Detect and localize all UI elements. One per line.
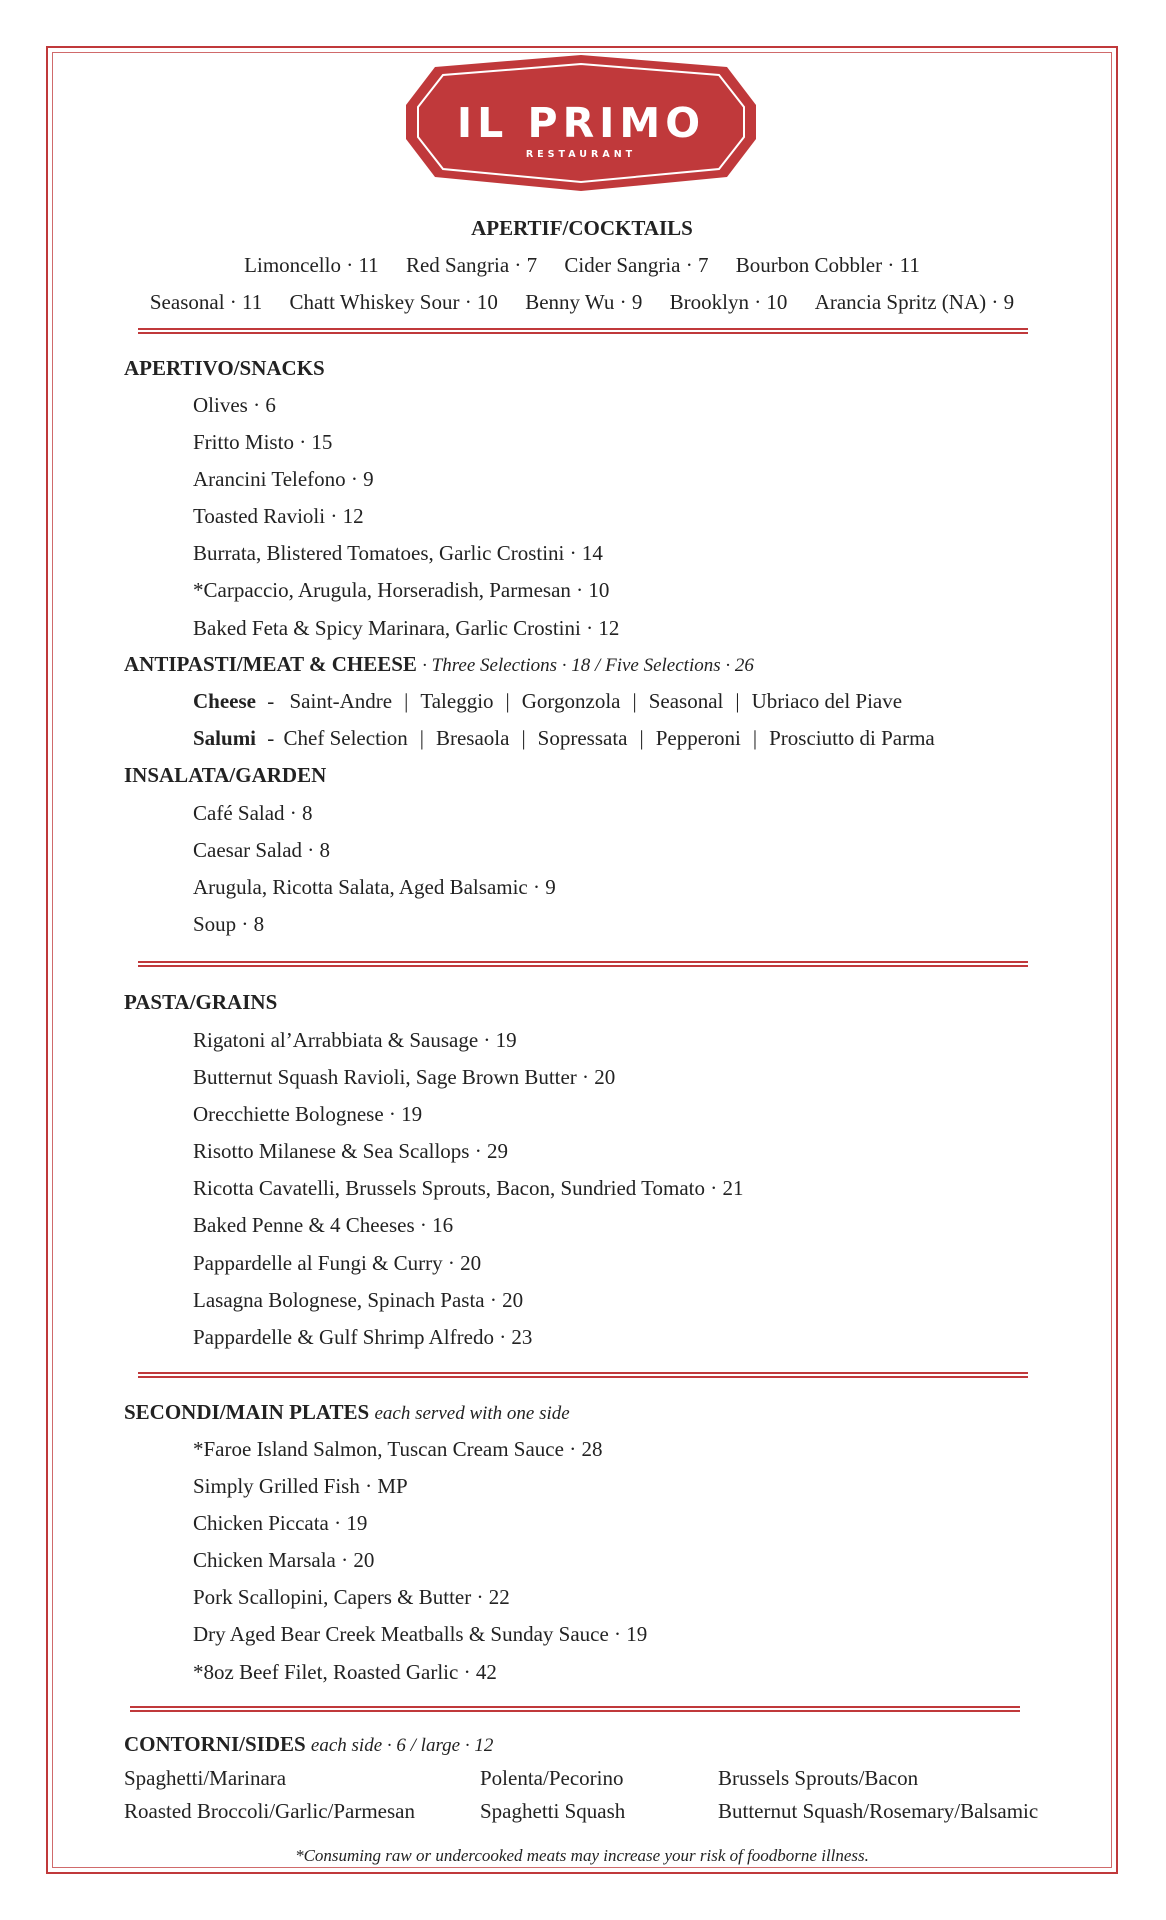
cocktail-item: Red Sangria · 7	[405, 253, 538, 277]
salumi-item: Prosciutto di Parma	[769, 726, 935, 750]
salumi-row: Salumi - Chef Selection | Bresaola | Sopressata | Pepperoni | Prosciutto di Parma	[193, 726, 935, 750]
cheese-item: Gorgonzola	[521, 689, 621, 713]
cheese-item: Taleggio	[420, 689, 494, 713]
section-title-contorni	[124, 1732, 493, 1757]
menu-item: Dry Aged Bear Creek Meatballs & Sunday Sauce · 19	[193, 1622, 648, 1647]
cheese-item: Seasonal	[648, 689, 724, 713]
side-item: Polenta/Pecorino	[480, 1766, 624, 1790]
menu-item: Soup · 8	[193, 912, 265, 937]
menu-item: Chicken Piccata · 19	[193, 1511, 368, 1536]
apertivo-item-list	[193, 387, 619, 647]
secondi-note: each served with one side	[374, 1403, 570, 1424]
cocktail-item: Chatt Whiskey Sour · 10	[289, 290, 498, 314]
salumi-label: Salumi	[193, 726, 257, 750]
menu-item: Ricotta Cavatelli, Brussels Sprouts, Bacon, Sundried Tomato · 21	[193, 1176, 744, 1201]
cheese-label: Cheese	[193, 689, 256, 713]
menu-item: *8oz Beef Filet, Roasted Garlic · 42	[193, 1659, 497, 1684]
menu-item: Baked Penne & 4 Cheeses · 16	[193, 1213, 454, 1238]
logo-subtitle: RESTAURANT	[525, 149, 637, 160]
cocktail-item: Limoncello · 11	[244, 253, 379, 277]
cocktail-item: Bourbon Cobbler · 11	[735, 253, 920, 277]
menu-item: Rigatoni al’Arrabbiata & Sausage · 19	[193, 1028, 517, 1052]
section-title-apertif: APERTIF/COCKTAILS	[471, 216, 693, 240]
menu-item: Caesar Salad · 8	[193, 838, 331, 863]
menu-item: Chicken Marsala · 20	[193, 1548, 375, 1573]
section-title-pasta: PASTA/GRAINS	[124, 990, 278, 1014]
pasta-item-list	[193, 1022, 744, 1356]
section-title-apertivo: APERTIVO/SNACKS	[124, 356, 325, 380]
cheese-row: Cheese - Saint-Andre | Taleggio | Gorgonzola | Seasonal | Ubriaco del Piave	[193, 689, 903, 713]
section-title-secondi	[124, 1400, 570, 1425]
menu-item: Pork Scallopini, Capers & Butter · 22	[193, 1585, 510, 1610]
secondi-item-list	[193, 1431, 647, 1691]
contorni-price-note: each side · 6 / large · 12	[310, 1735, 494, 1756]
cocktail-item: Seasonal · 11	[149, 290, 263, 314]
insalata-item-list	[193, 795, 556, 943]
cheese-item: Ubriaco del Piave	[751, 689, 903, 713]
section-title-insalata: INSALATA/GARDEN	[124, 763, 327, 787]
section-divider	[138, 961, 1028, 967]
menu-item: *Faroe Island Salmon, Tuscan Cream Sauce · 28	[193, 1437, 603, 1461]
side-item: Spaghetti/Marinara	[124, 1766, 287, 1790]
cheese-item: Saint-Andre	[289, 689, 393, 713]
antipasti-title-text: ANTIPASTI/MEAT & CHEESE	[124, 652, 417, 676]
foodborne-illness-disclaimer: *Consuming raw or undercooked meats may increase your risk of foodborne illness.	[295, 1846, 869, 1865]
side-item: Butternut Squash/Rosemary/Balsamic	[718, 1799, 1039, 1823]
antipasti-price-note: · Three Selections · 18 / Five Selections · 26	[422, 655, 754, 676]
side-item: Brussels Sprouts/Bacon	[718, 1766, 919, 1790]
menu-item: Simply Grilled Fish · MP	[193, 1474, 408, 1499]
menu-item: Arancini Telefono · 9	[193, 467, 374, 492]
menu-item: Butternut Squash Ravioli, Sage Brown Butter · 20	[193, 1065, 616, 1090]
cocktail-row-1	[52, 253, 1112, 278]
cocktail-item: Cider Sangria · 7	[564, 253, 709, 277]
salumi-item: Sopressata	[537, 726, 628, 750]
menu-item: Orecchiette Bolognese · 19	[193, 1102, 423, 1127]
menu-item: Olives · 6	[193, 393, 276, 417]
secondi-title-text: SECONDI/MAIN PLATES	[124, 1400, 370, 1424]
salumi-item: Chef Selection	[283, 726, 408, 750]
contorni-title-text: CONTORNI/SIDES	[124, 1732, 306, 1756]
menu-item: Lasagna Bolognese, Spinach Pasta · 20	[193, 1287, 524, 1312]
section-divider	[130, 1706, 1020, 1712]
section-divider	[138, 1372, 1028, 1378]
side-item: Roasted Broccoli/Garlic/Parmesan	[124, 1799, 415, 1823]
logo-name: IL PRIMO	[456, 99, 706, 147]
menu-item: Pappardelle al Fungi & Curry · 20	[193, 1250, 482, 1275]
cocktail-item: Arancia Spritz (NA) · 9	[814, 290, 1015, 314]
restaurant-logo	[402, 53, 760, 193]
menu-item: Pappardelle & Gulf Shrimp Alfredo · 23	[193, 1324, 533, 1349]
cocktail-item: Brooklyn · 10	[669, 290, 788, 314]
menu-item: Café Salad · 8	[193, 801, 313, 825]
salumi-item: Pepperoni	[655, 726, 741, 750]
menu-item: Fritto Misto · 15	[193, 430, 333, 455]
section-title-antipasti	[124, 652, 754, 677]
menu-item: Burrata, Blistered Tomatoes, Garlic Crostini · 14	[193, 541, 603, 566]
side-item: Spaghetti Squash	[480, 1799, 626, 1823]
cocktail-row-2	[52, 290, 1112, 315]
menu-item: Baked Feta & Spicy Marinara, Garlic Crostini · 12	[193, 615, 620, 640]
menu-item: *Carpaccio, Arugula, Horseradish, Parmesan · 10	[193, 578, 610, 603]
menu-item: Toasted Ravioli · 12	[193, 504, 364, 529]
cocktail-item: Benny Wu · 9	[525, 290, 643, 314]
menu-item: Risotto Milanese & Sea Scallops · 29	[193, 1139, 508, 1164]
section-divider	[138, 328, 1028, 334]
menu-item: Arugula, Ricotta Salata, Aged Balsamic · 9	[193, 875, 556, 900]
salumi-item: Bresaola	[435, 726, 510, 750]
